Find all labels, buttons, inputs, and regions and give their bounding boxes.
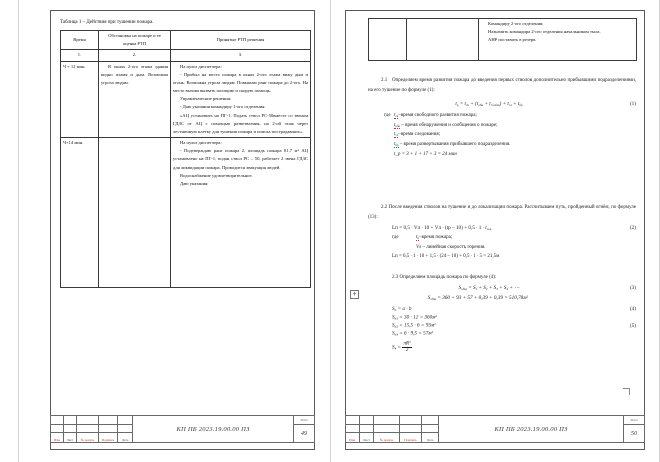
stamp-label-izm: Изм. [346, 433, 360, 442]
stamp-cell [77, 425, 99, 434]
stamp-cell [64, 416, 77, 425]
formula-5b: $S_{п2} = 15,5 \cdot 6 = 93м^2$ [392, 322, 436, 329]
where-row-2 [368, 121, 636, 131]
stamp-document-code: КП ПБ 2023.19.00.00 ПЗ [133, 416, 294, 442]
col-header-decisions: Принятые РТП решения [171, 31, 311, 50]
table-row [61, 138, 311, 288]
definition-text: –время пожара; [419, 234, 453, 240]
stamp-page-number: 50 [631, 430, 637, 437]
cell-time: Ч+14 мин. [61, 138, 99, 288]
decision-line: Даю указания: [180, 180, 209, 186]
page-right [330, 0, 660, 462]
definition-item: Vл – линейная скорость горения. [416, 244, 486, 250]
section-2-3-body: Определяем площадь пожара по формуле (4): [399, 275, 497, 280]
where-spacer [368, 150, 394, 160]
table-row [61, 61, 311, 138]
table-move-handle[interactable]: + [350, 290, 359, 299]
formula-4-row [368, 304, 636, 314]
where-spacer [368, 130, 394, 140]
stamp-cell [118, 425, 133, 434]
continued-table [368, 18, 637, 61]
col-header-situation: Обстановка на пожаре и ее оценка РТП [99, 31, 171, 50]
stamp-label-podpis: Подпись [99, 433, 118, 442]
formula-5a: $S_{п1} = 30 \cdot 12 = 360м^2$ [392, 313, 438, 321]
definition-text: – время обнаружения и сообщения о пожаре; [401, 122, 498, 128]
stamp-label-list: Лист [360, 433, 374, 442]
where-row-6 [368, 243, 636, 253]
decision-line: - Подтверждаю ранг пожара 2, площадь пожара 81,7 м² АЦ установлено на ПГ-1, подан ствол РС – 50, работает 2 звена ГДЗС для ликвидации пожара. Проводится эвакуация людей. [173, 148, 308, 170]
definition-item: $t_{бр}$ – время развертывания прибывшего подразделения. [394, 142, 511, 148]
stamp-page-label: Лист [624, 416, 644, 425]
text-area-corner-mark [623, 388, 630, 395]
title-block-signature-grid [346, 416, 439, 442]
definition-text: – линейная скорость горения. [422, 244, 486, 250]
stamp-cell [400, 425, 422, 434]
section-2-2-body: После введения стволов на тушение и до локализации пожара. Рассчитываем путь, пройденный огнём, по формуле (13): [368, 205, 637, 220]
stamp-cell [64, 425, 77, 434]
col-number-2: 2. [99, 50, 171, 61]
formula-5c: $S_{п3} = 6 \cdot 9,5 = 57м^2$ [392, 330, 434, 337]
page-left-edge [18, 0, 19, 462]
cell-situation: В окнах 2-ого этажа здания видно пламя и дым. Возможна угроза людям. [99, 61, 171, 138]
stamp-cell [99, 416, 118, 425]
section-2-1-number: 2.1 [381, 78, 388, 83]
stamp-cell [422, 416, 439, 425]
cell-decisions [171, 138, 311, 288]
where-spacer [368, 121, 394, 131]
formula-2-row [368, 223, 636, 233]
stamp-cell [360, 425, 374, 434]
where-label: где [392, 234, 399, 240]
where-row-3 [368, 130, 636, 140]
stamp-cell [422, 425, 439, 434]
result-row-1 [368, 150, 636, 160]
where-spacer [368, 140, 394, 150]
section-2-3-result: $S_{общ} = 360 + 93 + 57 + 0,39 + 0,39 = 510,78м^2$ [427, 294, 529, 302]
formula-4-number: (4) [629, 305, 636, 312]
stamp-cell [51, 416, 64, 425]
stamp-cell [346, 416, 360, 425]
formula-5c-row [368, 330, 636, 338]
formula-1-row [368, 99, 636, 109]
definition-item: $t_п$–время пожара; [416, 234, 453, 240]
table-header-row [61, 31, 311, 50]
section-2-3-number: 2.3 [392, 275, 399, 280]
stamp-cell [374, 416, 400, 425]
section-2-1 [368, 76, 636, 160]
section-2-1-body: Определяем время развития пожара до введения первых стволов дополнительно прибывшими подразделениями, на его тушение по формуле (1): [368, 78, 636, 93]
formula-3-result-row [368, 293, 636, 303]
page-right-edge-left [330, 0, 331, 462]
formula-3-row [368, 283, 636, 293]
formula-6-row [368, 341, 636, 353]
where-label: где [384, 112, 391, 118]
decision-line: На пульт диспетчера: [180, 63, 222, 69]
title-block-right [345, 415, 645, 443]
continued-line: АНР поставить в резерв. [488, 37, 537, 43]
decision-line: - Даю указания командиру 1-ого отделения: [180, 104, 266, 110]
table-number-row [61, 50, 311, 61]
stamp-label-docnum: № докум. [77, 433, 99, 442]
formula-5b-number: (5) [629, 322, 636, 329]
section-2-3-text [368, 273, 636, 283]
stamp-cell [51, 425, 64, 434]
formula-2: Lп = 0,5 ∙ Vл ∙ 10 + Vл ∙ $(tр - 10) + 0,5 \cdot 1 \cdot t_{лок}$ [392, 224, 492, 231]
stamp-cell [400, 416, 422, 425]
stamp-cell [374, 425, 400, 434]
formula-5b-row [368, 322, 636, 330]
decision-line: На пульт диспетчера: [180, 140, 222, 146]
table-caption: Таблица 1 – Действия при тушении пожара. [60, 20, 154, 25]
stamp-label-podpis: Подпись [400, 433, 422, 442]
cell-situation [99, 138, 171, 288]
formula-1-number: (1) [629, 100, 636, 107]
where-row-5 [368, 233, 636, 243]
formula-3: $S_{общ} = S_1 + S_2 + S_3 + S_4$ + ⋯ [458, 284, 520, 291]
title-block-signature-grid [51, 416, 133, 442]
where-row-4 [368, 140, 636, 150]
stamp-cell [99, 425, 118, 434]
col-number-1: 1. [61, 50, 99, 61]
definition-text: –время следования; [398, 132, 441, 138]
section-2-2 [368, 203, 636, 262]
formula-3-number: (3) [629, 284, 636, 291]
section-2-1-result: t_р = 3 + 1 + 17 + 3 = 24 мин [394, 151, 457, 157]
stamp-label-list: Лист [64, 433, 77, 442]
stamp-label-data: Дата [422, 433, 439, 442]
formula-1: $t_р = t_{св} + (t_{обн} + t_{сообщ}) + t_{сл} + t_{бр}$ [455, 100, 523, 107]
definition-text: – время развертывания прибывшего подразделения. [399, 142, 511, 148]
continued-table-wrapper [368, 18, 636, 61]
definition-item: $t_{сл}$–время следования; [394, 132, 441, 138]
stamp-label-izm: Изм. [51, 433, 64, 442]
definition-item: $t_{св}$–время свободного развития пожара; [394, 112, 477, 118]
actions-table [60, 30, 311, 288]
title-block-left [50, 415, 315, 443]
stamp-cell [77, 416, 99, 425]
stamp-label-data: Дата [118, 433, 133, 442]
formula-2-number: (2) [629, 224, 636, 231]
decision-line: - Прибыл на место пожара в окнах 2-ого этажа вижу дым и огонь. Возможна угроза людям. Повышаю ранг пожара до 2-ого. На место вызова вызвать полицию и скорую помощь. [173, 71, 308, 94]
stamp-cell [346, 425, 360, 434]
decision-line: Водоснабжение удовлетворительное. [180, 172, 253, 178]
continued-line: Командиру 2-ого отделения: [488, 21, 544, 26]
cell-time-empty [369, 19, 407, 61]
definition-text: –время свободного развития пожара; [398, 112, 477, 118]
stamp-page-label: Лист [294, 416, 314, 425]
section-2-2-number: 2.2 [381, 205, 388, 210]
formula-4: $S_п = a \cdot b$ [392, 305, 412, 312]
cell-time: Ч + 12 мин. [61, 61, 99, 138]
continued-line: Назначить командира 2-ого отделения начальником тыла. [488, 29, 601, 35]
stamp-label-docnum: № докум. [374, 433, 400, 442]
actions-table-wrapper [60, 30, 310, 288]
decision-line: Управленческие решения: [180, 96, 232, 102]
section-2-2-text [368, 203, 636, 223]
stamp-page-box [624, 416, 644, 442]
col-number-3: 3. [171, 50, 311, 61]
stamp-page-box [294, 416, 314, 442]
stamp-document-code: КП ПБ 2023.19.00.00 ПЗ [439, 416, 624, 442]
formula-6: $S_4$ = $\frac{\pi R^2}{2}$ [392, 339, 411, 353]
where-row-1 [368, 111, 636, 121]
cell-situation-empty [407, 19, 479, 61]
table-row [369, 19, 637, 61]
stamp-cell [118, 416, 133, 425]
stamp-cell [360, 416, 374, 425]
stamp-page-number: 49 [301, 430, 307, 437]
cell-decisions [171, 61, 311, 138]
section-2-3 [368, 273, 636, 353]
section-2-1-text [368, 76, 636, 96]
definition-item: $t_{обн}$ – время обнаружения и сообщения о пожаре; [394, 122, 498, 128]
cell-decisions-continued [479, 19, 637, 61]
col-header-time: Время [61, 31, 99, 50]
where-spacer [368, 243, 416, 253]
section-2-2-result: Lп = 0,5 ∙ 1 ∙ 10 + 1,5 ∙ (24 – 10) + 0,5 ∙ 1 ∙ 5 = 21,5м [392, 254, 500, 260]
formula-5a-row [368, 314, 636, 322]
decision-line: «АЦ установить на ПГ-1. Подать ствол РС-50вместе со звеном ГДЗС от АЦ с помощью разветвления, на 2-ой этаж через лестничную клетку для тушения пожара и поиска пострадавших». [173, 112, 308, 134]
